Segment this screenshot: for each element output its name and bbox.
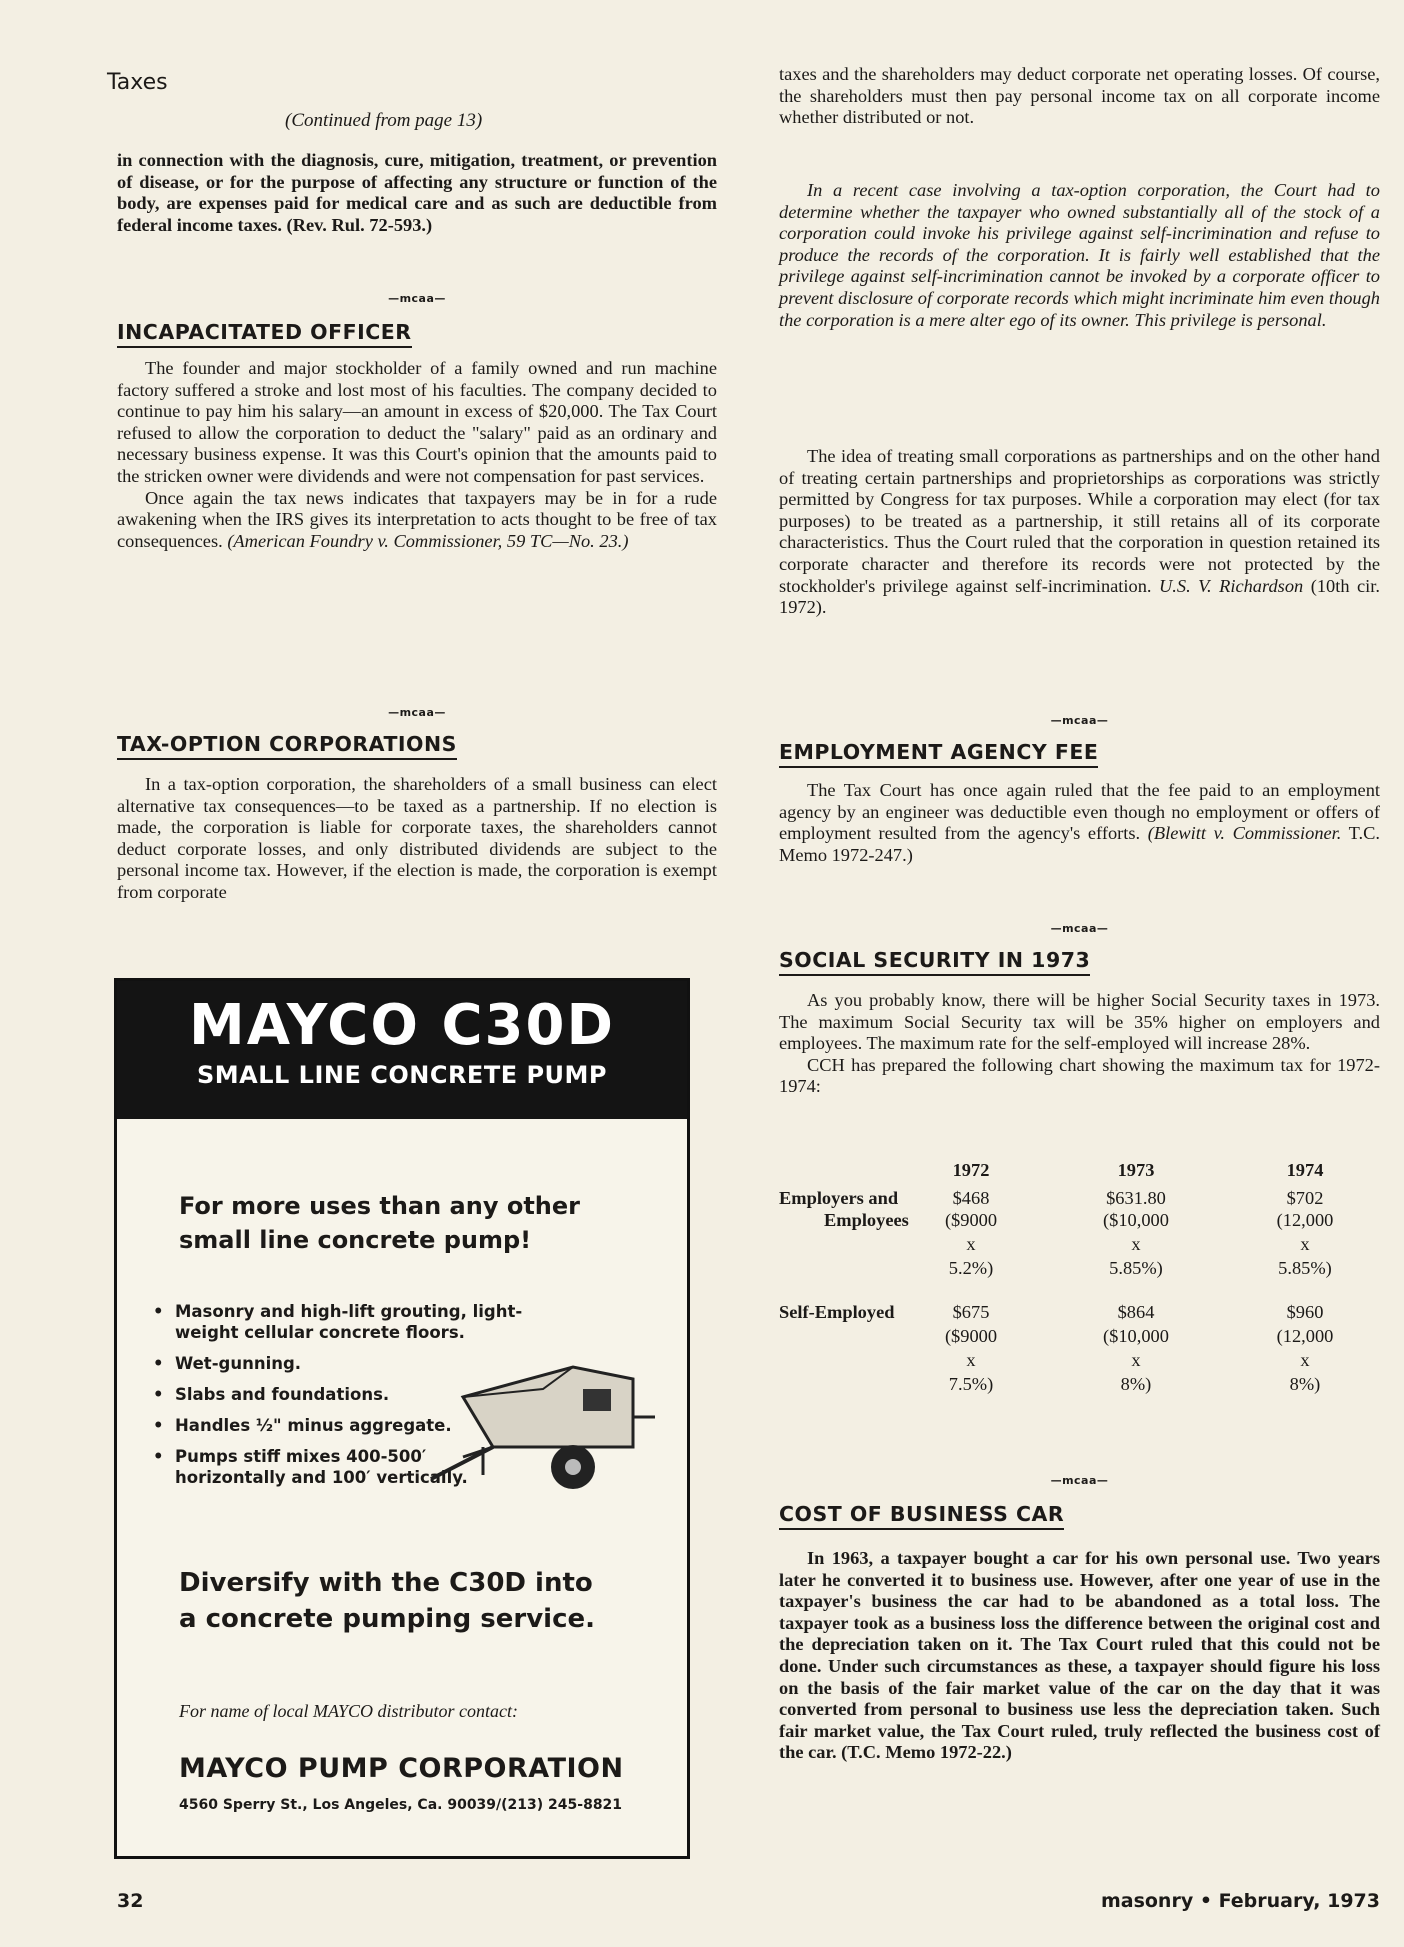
self-employed-label: Self-Employed — [779, 1302, 895, 1322]
incapacitated-text: Once again the tax news indicates that taxpayers may be in for a rude awakening when the IRS gives its interpretation to acts thought to be free of tax consequences. — [117, 487, 717, 551]
table-cell: ($10,000 — [1103, 1326, 1169, 1346]
table-cell: $675 — [952, 1302, 990, 1322]
heading-business-car: COST OF BUSINESS CAR — [779, 1502, 1064, 1530]
concrete-pump-illustration — [423, 1327, 663, 1497]
table-cell: 5.85%) — [1278, 1258, 1332, 1278]
divider: —mcaa— — [1050, 922, 1109, 935]
ad-diversify — [179, 1565, 595, 1637]
heading-incapacitated-officer: INCAPACITATED OFFICER — [117, 320, 412, 348]
table-cell: 8%) — [1120, 1374, 1152, 1394]
italic-paragraph: In a recent case involving a tax-option corporation, the Court had to determine whether the taxpayer who owned substantially all of the stock of a corporation could invoke his privilege against self-incrimination and refuse to produce the records of the corporation. It is fairly well established that the privilege against self-incrimination cannot be invoked by a corporate officer to prevent disclosure of corporate records which might incriminate him even though the corporation is a mere alter ego of its owner. This privilege is personal. — [779, 180, 1380, 330]
ad-feature-text: Wet-gunning. — [175, 1354, 302, 1373]
year-header: 1973 — [1117, 1160, 1155, 1180]
ad-feature-text: Slabs and foundations. — [175, 1385, 390, 1404]
ad-tagline-line: For more uses than any other — [179, 1192, 580, 1220]
social-security-paragraph-1: As you probably know, there will be higher Social Security taxes in 1973. The maximum Social Security tax will be 35% higher on employers and employees. The maximum rate for the self-employed will increase 28%. — [779, 990, 1380, 1054]
business-car-paragraph: In 1963, a taxpayer bought a car for his own personal use. Two years later he converted it to business use. However, after one year of use in the taxpayer's business the car had to be abandoned as a total loss. The taxpayer took as a business loss the difference between the original cost and the depreciation taken on it. The Tax Court ruled that this could not be done. Under such circumstances as these, a taxpayer should figure his loss on the basis of the fair market value of the car on the day that it was converted from personal to business use less the depreciation taken. Such fair market value, the Tax Court ruled, truly reflected the business cost of the car. (T.C. Memo 1972-22.) — [779, 1548, 1380, 1763]
ad-header — [117, 981, 687, 1119]
employment-text: The Tax Court has once again ruled that the fee paid to an employment agency by an engineer was deductible even though no employment or offers of employment resulted from the agency's efforts. — [779, 780, 1380, 844]
incapacitated-paragraph-2 — [117, 488, 717, 553]
table-cell: $864 — [1117, 1302, 1155, 1322]
ad-feature-text: Pumps stiff mixes 400-500′ — [175, 1447, 427, 1466]
idea-paragraph — [779, 446, 1380, 619]
idea-text: The idea of treating small corporations as partnerships and on the other hand of treating certain partnerships and proprietorships as corporations was strictly permitted by Congress for tax purposes. While a corporation may elect (for tax purposes) to be treated as a partnership, it still retains all of its corporate characteristics. Thus the Court ruled that the corporation in question retained its corporate character and therefore its records were not protected by the stockholder's privilege against self-incrimination. — [779, 446, 1380, 596]
idea-citation: U.S. V. Richardson — [1159, 575, 1304, 596]
ad-tagline — [179, 1189, 580, 1257]
table-cell: $702 — [1286, 1188, 1324, 1208]
divider: —mcaa— — [1050, 1474, 1109, 1487]
continued-paragraph: taxes and the shareholders may deduct corporate net operating losses. Of course, the shareholders must then pay personal income tax on all corporate income whether distributed or not. — [779, 64, 1380, 128]
heading-tax-option: TAX-OPTION CORPORATIONS — [117, 732, 457, 760]
table-cell: x — [1131, 1350, 1141, 1370]
year-header: 1974 — [1286, 1160, 1324, 1180]
table-cell: (12,000 — [1276, 1210, 1334, 1230]
ad-feature-text: horizontally and 100′ vertically. — [175, 1468, 468, 1487]
heading-employment-agency: EMPLOYMENT AGENCY FEE — [779, 740, 1098, 768]
table-cell: ($10,000 — [1103, 1210, 1169, 1230]
employment-citation: (Blewitt v. Commissioner. — [1147, 823, 1342, 844]
ad-feature-text: Handles ½" minus aggregate. — [175, 1416, 452, 1435]
table-cell: 5.85%) — [1109, 1258, 1163, 1278]
employment-tail: T.C. Memo 1972-247.) — [779, 823, 1381, 865]
ad-contact-label: For name of local MAYCO distributor contact: — [179, 1701, 518, 1721]
ad-diversify-line: a concrete pumping service. — [179, 1604, 595, 1634]
table-cell: $960 — [1286, 1302, 1324, 1322]
table-cell: x — [1131, 1234, 1141, 1254]
incapacitated-paragraph-1: The founder and major stockholder of a family owned and run machine factory suffered a stroke and lost most of his faculties. The company decided to continue to pay him his salary—an amount in excess of $20,000. The Tax Court refused to allow the corporation to deduct the "salary" paid as an ordinary and necessary business expense. It was this Court's opinion that the amounts paid to the stricken owner were dividends and were not compensation for past services. — [117, 358, 717, 486]
ad-feature-text: weight cellular concrete floors. — [175, 1323, 465, 1342]
table-cell: $468 — [952, 1188, 990, 1208]
ad-subtitle: SMALL LINE CONCRETE PUMP — [196, 1061, 607, 1089]
employers-label: Employers and — [779, 1188, 899, 1208]
heading-social-security: SOCIAL SECURITY IN 1973 — [779, 948, 1090, 976]
ad-diversify-line: Diversify with the C30D into — [179, 1568, 593, 1598]
employment-paragraph — [779, 780, 1380, 866]
table-cell: ($9000 — [944, 1210, 998, 1230]
idea-tail: (10th cir. 1972). — [779, 575, 1380, 618]
continued-note: (Continued from page 13) — [285, 110, 483, 131]
divider: —mcaa— — [388, 706, 446, 719]
table-cell: x — [966, 1234, 976, 1254]
magazine-footer: masonry • February, 1973 — [1100, 1890, 1380, 1912]
ad-company-name: MAYCO PUMP CORPORATION — [179, 1753, 624, 1784]
table-cell: x — [1300, 1234, 1310, 1254]
table-cell: (12,000 — [1276, 1326, 1334, 1346]
intro-paragraph: in connection with the diagnosis, cure, mitigation, treatment, or prevention of disease, or for the purpose of affecting any structure or function of the body, are expenses paid for medical care and as such are deductible from federal income taxes. (Rev. Rul. 72-593.) — [117, 150, 717, 235]
table-cell: 5.2%) — [948, 1258, 994, 1278]
year-header: 1972 — [952, 1160, 990, 1180]
ad-feature-text: Masonry and high-lift grouting, light- — [175, 1302, 523, 1321]
table-cell: x — [966, 1350, 976, 1370]
table-cell: 8%) — [1289, 1374, 1321, 1394]
ad-address: 4560 Sperry St., Los Angeles, Ca. 90039/(213) 245-8821 — [179, 1797, 623, 1813]
employees-label: Employees — [824, 1210, 909, 1230]
divider: —mcaa— — [388, 292, 446, 305]
tax-option-paragraph: In a tax-option corporation, the shareholders of a small business can elect alternative tax consequences—to be taxed as a partnership. If no election is made, the corporation is liable for corporate taxes, the shareholders cannot deduct corporate losses, and only distributed dividends are subject to the personal income tax. However, if the election is made, the corporation is exempt from corporate — [117, 774, 717, 902]
divider: —mcaa— — [1050, 714, 1109, 727]
ad-title: MAYCO C30D — [189, 993, 615, 1058]
section-label: Taxes — [107, 70, 168, 95]
table-cell: ($9000 — [944, 1326, 998, 1346]
page-number: 32 — [117, 1890, 144, 1912]
incapacitated-citation: (American Foundry v. Commissioner, 59 TC—No. 23.) — [227, 530, 629, 551]
ad-tagline-line: small line concrete pump! — [179, 1226, 532, 1254]
social-security-paragraph-2: CCH has prepared the following chart showing the maximum tax for 1972-1974: — [779, 1054, 1380, 1097]
table-cell: $631.80 — [1106, 1188, 1166, 1208]
mayco-advertisement — [114, 978, 690, 1859]
table-cell: 7.5%) — [948, 1374, 994, 1394]
table-cell: x — [1300, 1350, 1310, 1370]
